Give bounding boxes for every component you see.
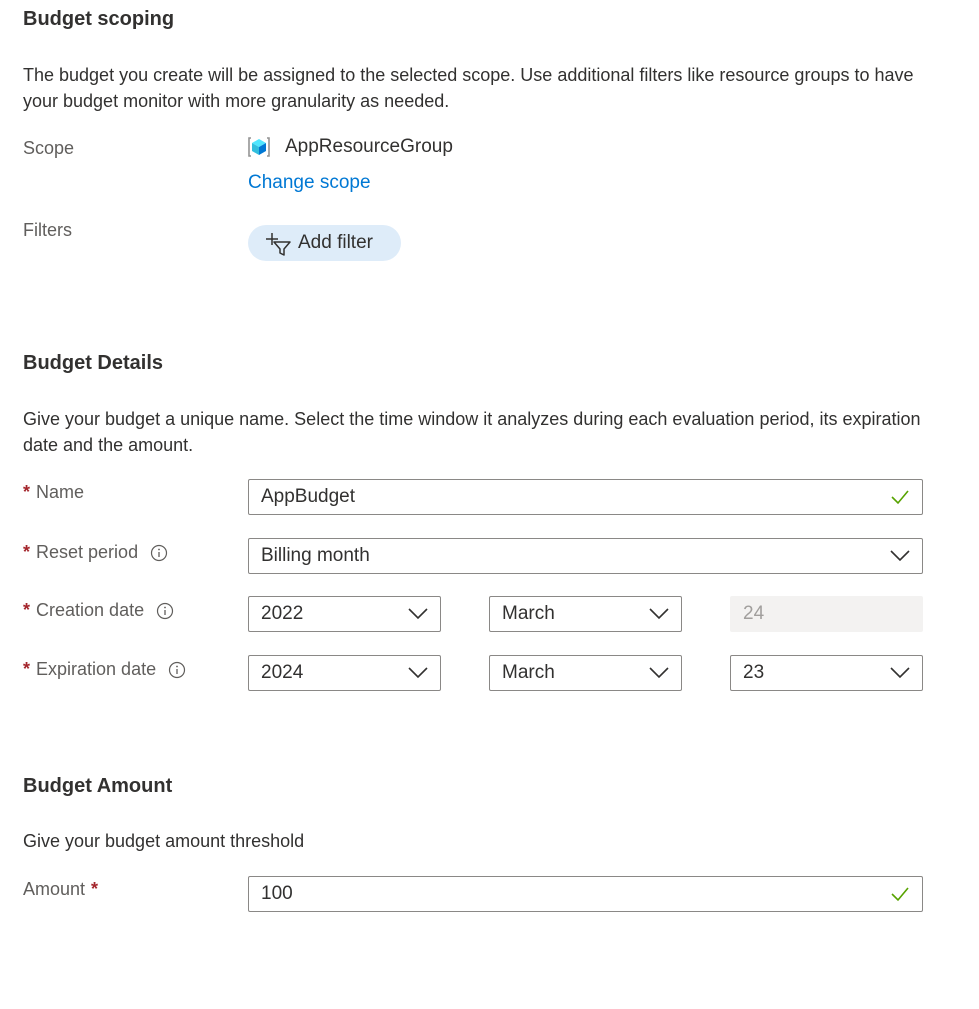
change-scope-link[interactable]: Change scope: [248, 172, 371, 193]
expiration-year-dropdown[interactable]: [248, 655, 441, 691]
chevron-down-icon: [890, 550, 910, 562]
scope-label-text: Scope: [23, 138, 75, 158]
budget-amount-description: Give your budget amount threshold: [23, 831, 305, 851]
name-label-text: Name: [36, 482, 85, 502]
amount-input[interactable]: [248, 876, 923, 912]
budget-scoping-description: The budget you create will be assigned to the selected scope. Use additional filters like resource groups to have your budget monitor with more granularity as needed.: [23, 65, 914, 111]
expiration-month-value: March: [502, 662, 555, 683]
expiration-day-value: 23: [743, 662, 765, 683]
add-filter-button[interactable]: [248, 225, 401, 261]
creation-month-dropdown[interactable]: [489, 596, 682, 632]
reset-period-value: Billing month: [261, 545, 370, 566]
chevron-down-icon: [649, 667, 669, 679]
name-label: [23, 482, 84, 503]
creation-date-label: [23, 600, 174, 621]
expiration-day-dropdown[interactable]: [730, 655, 923, 691]
reset-period-label-text: Reset period: [36, 542, 139, 562]
amount-label: [23, 879, 98, 900]
add-filter-label: Add filter: [298, 232, 373, 253]
required-asterisk: *: [23, 600, 31, 620]
info-icon[interactable]: [156, 602, 174, 620]
info-icon[interactable]: [150, 544, 168, 562]
required-asterisk: *: [23, 659, 31, 679]
creation-date-label-text: Creation date: [36, 600, 145, 620]
scope-value: [248, 136, 453, 158]
valid-check-icon: [890, 886, 910, 902]
creation-month-value: March: [502, 603, 555, 624]
scope-label: [23, 138, 74, 159]
chevron-down-icon: [408, 667, 428, 679]
budget-details-heading: Budget Details: [23, 352, 164, 374]
budget-scoping-heading: Budget scoping: [23, 8, 175, 30]
expiration-year-value: 2024: [261, 662, 304, 683]
chevron-down-icon: [649, 608, 669, 620]
required-asterisk: *: [23, 482, 31, 502]
resource-group-icon: [248, 136, 270, 158]
reset-period-label: [23, 542, 168, 563]
required-asterisk: *: [23, 542, 31, 562]
expiration-date-label-text: Expiration date: [36, 659, 157, 679]
scope-value-text: AppResourceGroup: [285, 136, 453, 157]
creation-year-dropdown[interactable]: [248, 596, 441, 632]
creation-day-field: [730, 596, 923, 632]
creation-year-value: 2022: [261, 603, 304, 624]
required-asterisk: *: [91, 879, 99, 899]
reset-period-dropdown[interactable]: [248, 538, 923, 574]
amount-input-value: 100: [261, 883, 293, 904]
creation-day-value: 24: [743, 603, 765, 624]
name-input-value: AppBudget: [261, 486, 356, 507]
valid-check-icon: [890, 489, 910, 505]
name-input[interactable]: [248, 479, 923, 515]
chevron-down-icon: [408, 608, 428, 620]
info-icon[interactable]: [168, 661, 186, 679]
expiration-date-label: [23, 659, 186, 680]
budget-amount-heading: Budget Amount: [23, 775, 173, 797]
budget-details-description: Give your budget a unique name. Select the time window it analyzes during each evaluation period, its expiration date and the amount.: [23, 409, 921, 455]
chevron-down-icon: [890, 667, 910, 679]
amount-label-text: Amount: [23, 879, 86, 899]
filters-label-text: Filters: [23, 220, 72, 240]
add-filter-icon: [262, 229, 294, 257]
expiration-month-dropdown[interactable]: [489, 655, 682, 691]
filters-label: [23, 220, 72, 241]
